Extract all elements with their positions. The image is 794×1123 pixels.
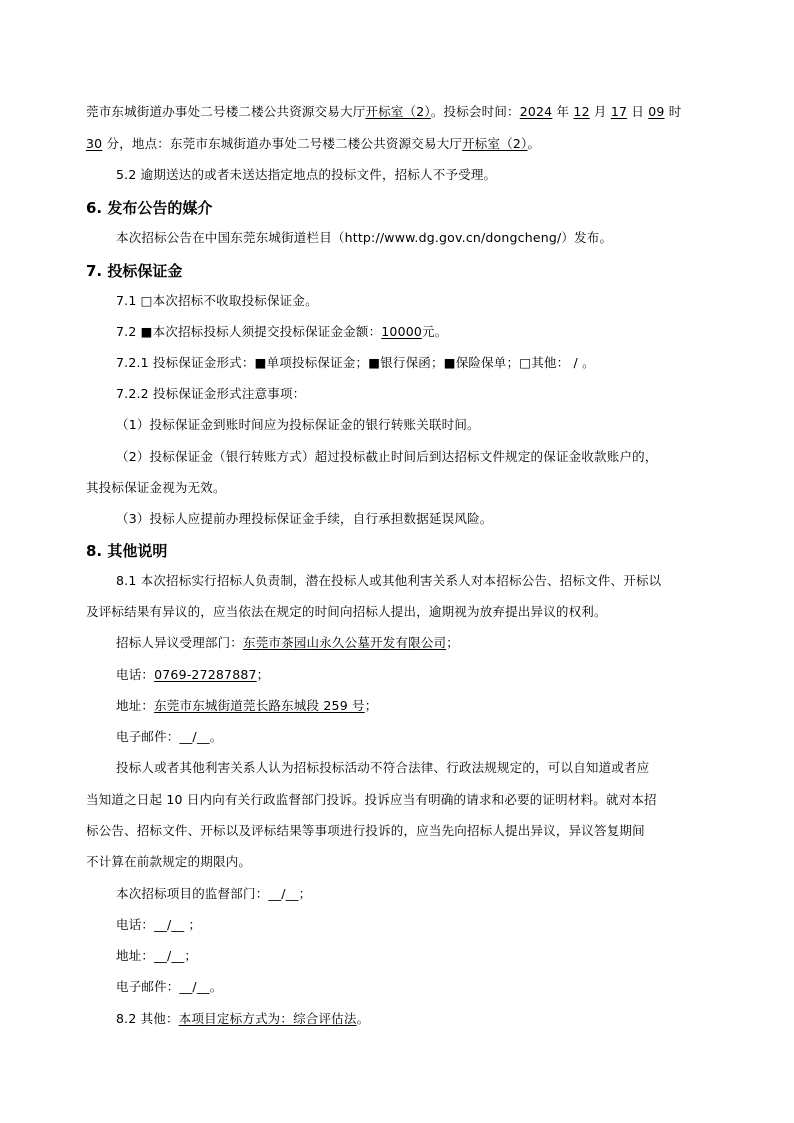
addr-value: 东莞市东城街道莞长路东城段 259 号 (154, 698, 365, 713)
room-name-2: 开标室（2） (462, 136, 528, 151)
addr-end: ； (364, 698, 378, 713)
supervision-address (116, 948, 197, 964)
objection-tel (116, 667, 269, 683)
objection-dept (116, 635, 459, 651)
deposit-amount: 10000 (381, 324, 423, 339)
month-unit: 月 (593, 104, 607, 119)
clause-8-1: 8.1 本次招标实行招标人负责制，潜在投标人或其他利害关系人对本招标公告、招标文件、开标以 (116, 573, 662, 588)
deposit-label: 7.2 ■本次招标投标人须提交投标保证金金额： (116, 324, 382, 339)
other-label: 8.2 其他： (116, 1011, 179, 1026)
deposit-unit: 元。 (422, 324, 448, 339)
semail-end: 。 (209, 979, 223, 994)
stel-value: __/__ (154, 917, 185, 932)
addr-label: 地址： (116, 698, 155, 713)
sup-label: 本次招标项目的监督部门： (116, 886, 269, 901)
media-text: 本次招标公告在中国东莞东城街道栏目（http://www.dg.gov.cn/dongcheng/）发布。 (116, 230, 613, 245)
tel-end: ； (256, 667, 270, 682)
email-label: 电子邮件： (116, 729, 180, 744)
stel-end: ； (184, 917, 202, 932)
dept-label: 招标人异议受理部门： (116, 635, 244, 650)
complaint-text-4: 不计算在前款规定的期限内。 (86, 854, 252, 869)
room-name: 开标室（2） (365, 104, 431, 119)
clause-8-1-cont: 及评标结果有异议的，应当依法在规定的时间向招标人提出，逾期视为放弃提出异议的权利。 (86, 604, 607, 619)
supervision-tel (116, 917, 201, 933)
saddr-value: __/__ (154, 948, 185, 963)
objection-address (116, 698, 377, 714)
opening-year: 2024 (519, 104, 553, 119)
venue-text: 莞市东城街道办事处二号楼二楼公共资源交易大厅 (86, 104, 366, 119)
venue-location-line (86, 136, 540, 152)
saddr-label: 地址： (116, 948, 155, 963)
hour-unit: 时 (668, 104, 682, 119)
sup-end: ； (298, 886, 312, 901)
opening-minute: 30 (86, 136, 103, 151)
clause-7-2-2: 7.2.2 投标保证金形式注意事项： (116, 386, 306, 401)
saddr-end: ； (184, 948, 198, 963)
opening-day: 17 (610, 104, 628, 119)
clause-8-2 (116, 1011, 369, 1027)
evaluation-method: 本项目定标方式为：综合评估法 (178, 1011, 357, 1026)
supervision-email (116, 979, 222, 995)
note-2: （2）投标保证金（银行转账方式）超过投标截止时间后到达招标文件规定的保证金收款账户的， (116, 449, 658, 464)
period: 。 (527, 136, 541, 151)
sup-value: __/__ (268, 886, 299, 901)
supervision-dept (116, 886, 311, 902)
semail-value: __/__ (179, 979, 210, 994)
clause-5-2: 5.2 逾期送达的或者未送达指定地点的投标文件，招标人不予受理。 (116, 167, 497, 182)
section-7-heading: 7. 投标保证金 (86, 262, 183, 280)
complaint-text-2: 当知道之日起 10 日内向有关行政监督部门投诉。投诉应当有明确的请求和必要的证明材料。就对本招 (86, 792, 657, 807)
email-value: __/__ (179, 729, 210, 744)
note-2-cont: 其投标保证金视为无效。 (86, 480, 226, 495)
clause-7-2 (116, 324, 447, 340)
tel-label: 电话： (116, 667, 155, 682)
opening-time-label: 。投标会时间： (430, 104, 520, 119)
other-end: 。 (356, 1011, 370, 1026)
semail-label: 电子邮件： (116, 979, 180, 994)
clause-7-1: 7.1 □本次招标不收取投标保证金。 (116, 293, 318, 308)
day-unit: 日 (631, 104, 645, 119)
note-1: （1）投标保证金到账时间应为投标保证金的银行转账关联时间。 (116, 417, 480, 432)
objection-email (116, 729, 222, 745)
opening-hour: 09 (648, 104, 665, 119)
complaint-text-1: 投标人或者其他利害关系人认为招标投标活动不符合法律、行政法规规定的，可以自知道或者应 (116, 760, 650, 775)
section-8-heading: 8. 其他说明 (86, 542, 168, 560)
stel-label: 电话： (116, 917, 155, 932)
clause-7-2-1: 7.2.1 投标保证金形式：■单项投标保证金；■银行保函；■保险保单；□其他： / 。 (116, 355, 595, 370)
venue-time-line (86, 104, 681, 120)
email-end: 。 (209, 729, 223, 744)
section-6-heading: 6. 发布公告的媒介 (86, 199, 213, 217)
year-unit: 年 (556, 104, 570, 119)
location-text: 分，地点：东莞市东城街道办事处二号楼二楼公共资源交易大厅 (106, 136, 463, 151)
note-3: （3）投标人应提前办理投标保证金手续，自行承担数据延误风险。 (116, 511, 493, 526)
opening-month: 12 (573, 104, 590, 119)
dept-end: ； (446, 635, 459, 650)
dept-value: 东莞市茶园山永久公墓开发有限公司 (243, 635, 447, 650)
complaint-text-3: 标公告、招标文件、开标以及评标结果等事项进行投诉的，应当先向招标人提出异议，异议答复期间 (86, 823, 645, 838)
tel-value: 0769-27287887 (154, 667, 257, 682)
